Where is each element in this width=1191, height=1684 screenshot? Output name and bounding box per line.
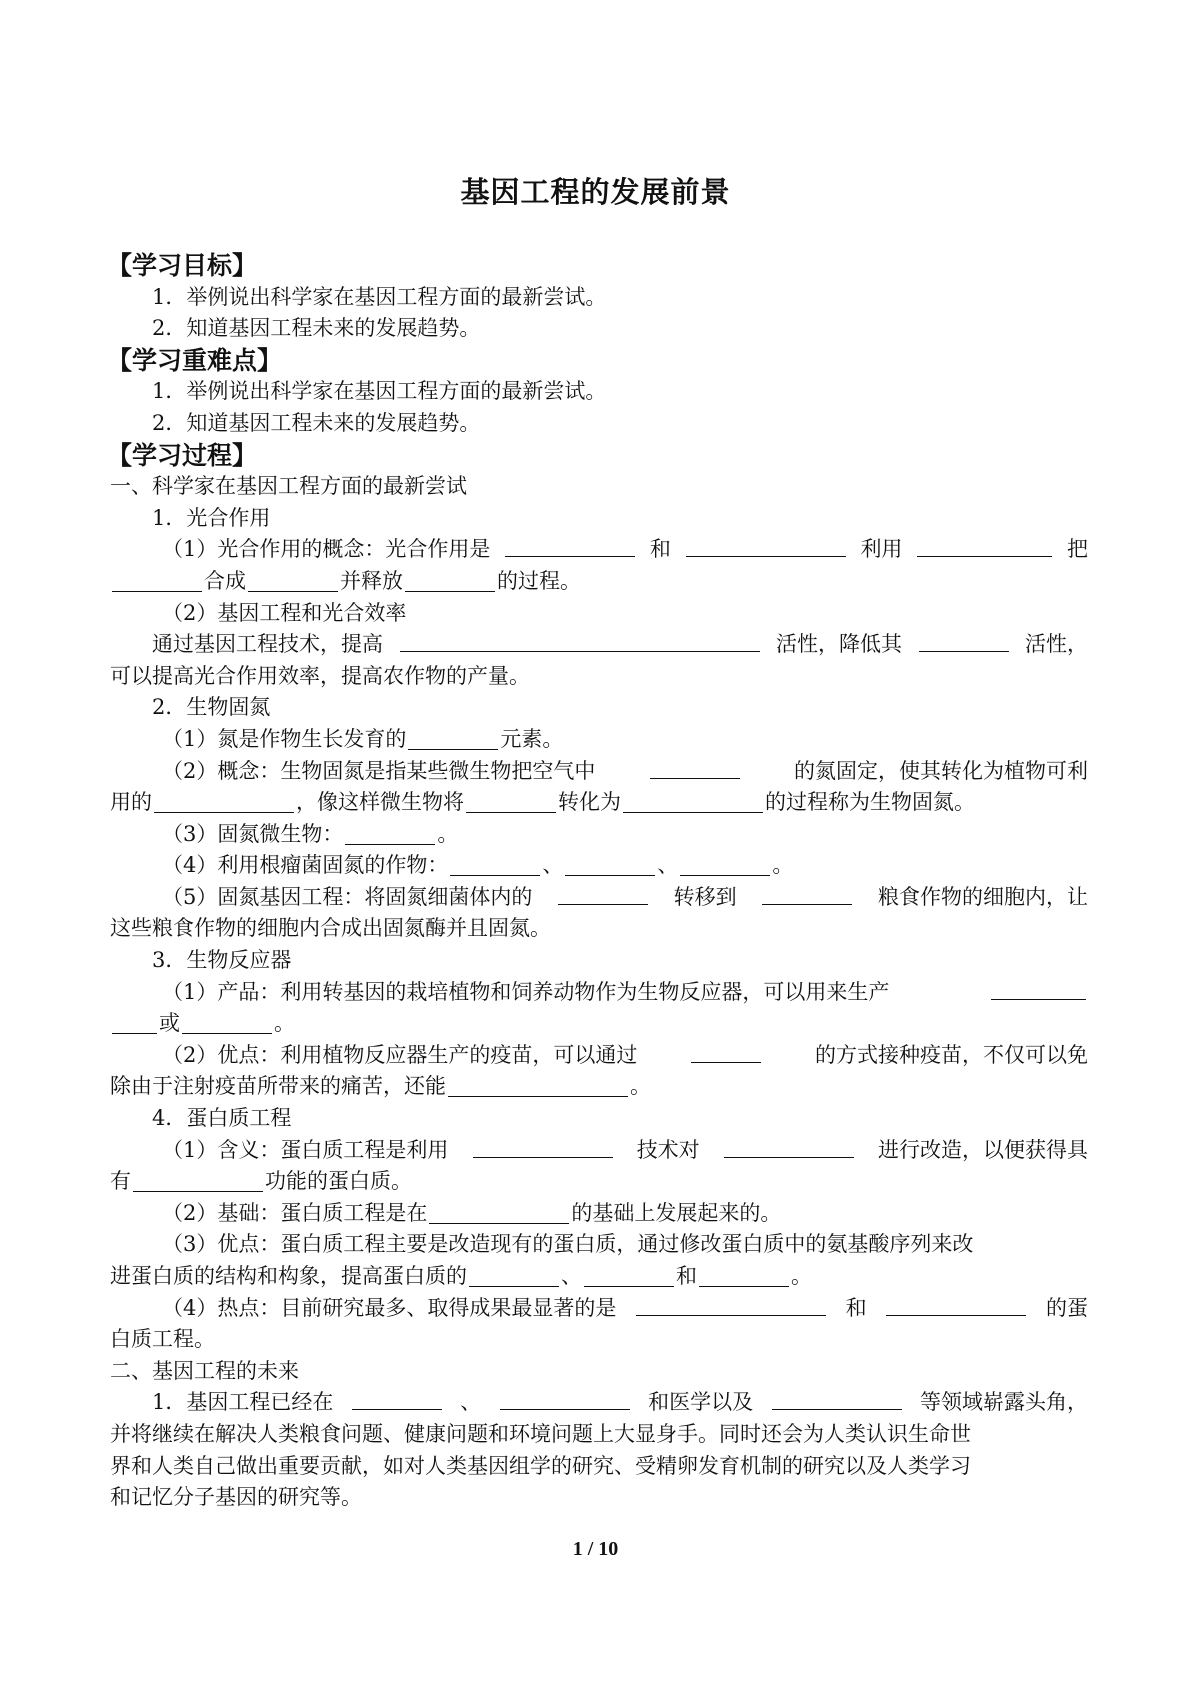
text-line bbox=[110, 882, 1088, 914]
fill-in-blank[interactable] bbox=[112, 1011, 157, 1034]
fill-in-blank[interactable] bbox=[691, 1040, 761, 1063]
fill-in-blank[interactable] bbox=[772, 1387, 902, 1410]
text-line bbox=[110, 1071, 1088, 1103]
text-segment: 界和人类自己做出重要贡献，如对人类基因组学的研究、受精卵发育机制的研究以及人类学习 bbox=[110, 1453, 971, 1478]
text-line bbox=[110, 566, 1088, 598]
text-segment: 、 bbox=[542, 853, 564, 878]
section-heading: 【学习重难点】 bbox=[107, 345, 283, 375]
fill-in-blank[interactable] bbox=[400, 629, 760, 652]
text-line: 1．举例说出科学家在基因工程方面的最新尝试。 bbox=[152, 379, 607, 404]
text-line: 4．蛋白质工程 bbox=[152, 1106, 292, 1131]
fill-in-blank[interactable] bbox=[154, 790, 294, 813]
fill-in-blank[interactable] bbox=[429, 1201, 569, 1224]
fill-in-blank[interactable] bbox=[112, 569, 202, 592]
fill-in-blank[interactable] bbox=[466, 790, 556, 813]
text-segment: 功能的蛋白质。 bbox=[265, 1169, 412, 1194]
text-segment: 、 bbox=[460, 1390, 482, 1415]
text-segment: ，像这样微生物将 bbox=[296, 790, 464, 815]
fill-in-blank[interactable] bbox=[345, 822, 435, 845]
text-segment: （4）利用根瘤菌固氮的作物： bbox=[162, 853, 449, 878]
text-segment: 元素。 bbox=[500, 726, 564, 751]
text-segment: 除由于注射疫苗所带来的痛苦，还能 bbox=[110, 1074, 446, 1099]
text-segment: 的方式接种疫苗，不仅可以免 bbox=[814, 1042, 1088, 1067]
text-segment: 转移到 bbox=[673, 884, 737, 909]
fill-in-blank[interactable] bbox=[133, 1169, 263, 1192]
fill-in-blank[interactable] bbox=[505, 534, 635, 557]
fill-in-blank[interactable] bbox=[248, 569, 338, 592]
text-line: 和记忆分子基因的研究等。 bbox=[110, 1485, 362, 1510]
fill-in-blank[interactable] bbox=[650, 756, 740, 779]
text-segment: （2）基础：蛋白质工程是在 bbox=[162, 1200, 428, 1225]
text-segment: 利用 bbox=[860, 537, 903, 562]
text-segment: 活性， bbox=[1025, 632, 1088, 657]
text-line: 可以提高光合作用效率，提高农作物的产量。 bbox=[110, 663, 530, 688]
fill-in-blank[interactable] bbox=[584, 1264, 674, 1287]
text-segment: 。 bbox=[772, 853, 794, 878]
text-segment: （1）产品：利用转基因的栽培植物和饲养动物作为生物反应器，可以用来生产 bbox=[162, 979, 890, 1004]
text-segment: 把 bbox=[1066, 537, 1088, 562]
text-line bbox=[110, 1293, 1088, 1325]
text-segment: 的过程称为生物固氮。 bbox=[765, 790, 975, 815]
text-line: 2．生物固氮 bbox=[152, 695, 271, 720]
fill-in-blank[interactable] bbox=[182, 1011, 272, 1034]
text-line bbox=[110, 756, 1088, 788]
text-line bbox=[110, 787, 1088, 819]
fill-in-blank[interactable] bbox=[636, 1293, 826, 1316]
text-segment: 和 bbox=[649, 537, 671, 562]
text-segment: 用的 bbox=[110, 790, 152, 815]
fill-in-blank[interactable] bbox=[473, 1135, 613, 1158]
text-segment: 和 bbox=[845, 1295, 867, 1320]
fill-in-blank[interactable] bbox=[724, 1135, 854, 1158]
text-segment: （2）优点：利用植物反应器生产的疫苗，可以通过 bbox=[162, 1042, 638, 1067]
text-segment: 转化为 bbox=[558, 790, 621, 815]
text-segment: （1）光合作用的概念：光合作用是 bbox=[162, 537, 491, 562]
text-segment: 并将继续在解决人类粮食问题、健康问题和环境问题上大显身手。同时还会为人类认识生命世 bbox=[110, 1421, 971, 1446]
text-line: 白质工程。 bbox=[110, 1327, 215, 1352]
text-segment: 的蛋 bbox=[1045, 1295, 1088, 1320]
text-segment: 或 bbox=[159, 1011, 180, 1036]
text-line bbox=[110, 819, 1088, 851]
fill-in-blank[interactable] bbox=[917, 534, 1052, 557]
text-segment: 合成 bbox=[204, 568, 246, 593]
text-segment: 活性，降低其 bbox=[776, 632, 902, 657]
fill-in-blank[interactable] bbox=[623, 790, 763, 813]
text-line bbox=[110, 1135, 1088, 1167]
fill-in-blank[interactable] bbox=[469, 1264, 559, 1287]
page-number: 1 / 10 bbox=[572, 1538, 619, 1560]
text-segment: 的基础上发展起来的。 bbox=[571, 1200, 782, 1225]
text-line bbox=[110, 724, 1088, 756]
text-segment: 、 bbox=[657, 853, 679, 878]
text-segment: 技术对 bbox=[636, 1137, 700, 1162]
text-line: 1．光合作用 bbox=[152, 505, 271, 530]
text-line: 1．举例说出科学家在基因工程方面的最新尝试。 bbox=[152, 284, 607, 309]
text-segment: 并释放 bbox=[340, 568, 403, 593]
text-segment: 进行改造，以便获得具 bbox=[878, 1137, 1088, 1162]
page-title: 基因工程的发展前景 bbox=[460, 175, 731, 209]
text-segment: 和医学以及 bbox=[648, 1390, 754, 1415]
text-segment: （3）优点：蛋白质工程主要是改造现有的蛋白质，通过修改蛋白质中的氨基酸序列来改 bbox=[162, 1232, 974, 1257]
text-segment: （1）含义：蛋白质工程是利用 bbox=[162, 1137, 449, 1162]
text-segment: （3）固氮微生物： bbox=[162, 821, 344, 846]
text-segment: （1）氮是作物生长发育的 bbox=[162, 726, 407, 751]
text-line bbox=[110, 977, 1088, 1009]
fill-in-blank[interactable] bbox=[886, 1293, 1026, 1316]
text-segment: 。 bbox=[630, 1074, 651, 1099]
text-line bbox=[110, 1040, 1088, 1072]
text-segment: 的氮固定，使其转化为植物可利 bbox=[793, 758, 1088, 783]
text-segment: 、 bbox=[561, 1264, 582, 1288]
fill-in-blank[interactable] bbox=[405, 569, 495, 592]
document-body bbox=[107, 250, 1088, 1514]
text-line bbox=[110, 1387, 1088, 1419]
text-segment: 通过基因工程技术，提高 bbox=[152, 632, 383, 657]
text-line bbox=[110, 1229, 1088, 1261]
text-line bbox=[110, 1166, 1088, 1198]
fill-in-blank[interactable] bbox=[450, 853, 540, 876]
text-segment: （4）热点：目前研究最多、取得成果最显著的是 bbox=[162, 1295, 617, 1320]
fill-in-blank[interactable] bbox=[408, 727, 498, 750]
fill-in-blank[interactable] bbox=[919, 629, 1009, 652]
text-line bbox=[110, 629, 1088, 661]
text-line bbox=[110, 1261, 1088, 1293]
text-segment: 粮食作物的细胞内，让 bbox=[877, 884, 1088, 909]
text-line: 一、科学家在基因工程方面的最新尝试 bbox=[110, 474, 467, 499]
text-segment: 。 bbox=[274, 1011, 295, 1036]
fill-in-blank[interactable] bbox=[352, 1387, 442, 1410]
section-heading: 【学习过程】 bbox=[107, 440, 258, 470]
text-line bbox=[110, 850, 1088, 882]
text-line bbox=[110, 1451, 1088, 1483]
text-line bbox=[110, 534, 1088, 566]
fill-in-blank[interactable] bbox=[565, 853, 655, 876]
text-segment: 等领域崭露头角， bbox=[920, 1390, 1088, 1415]
fill-in-blank[interactable] bbox=[699, 1264, 789, 1287]
text-line bbox=[110, 1198, 1088, 1230]
text-line: 2．知道基因工程未来的发展趋势。 bbox=[152, 316, 481, 341]
fill-in-blank[interactable] bbox=[558, 882, 648, 905]
text-segment: （5）固氮基因工程：将固氮细菌体内的 bbox=[162, 884, 533, 909]
text-line: 2．知道基因工程未来的发展趋势。 bbox=[152, 410, 481, 435]
text-segment: 有 bbox=[110, 1169, 131, 1194]
fill-in-blank[interactable] bbox=[500, 1387, 630, 1410]
text-segment: 的过程。 bbox=[497, 568, 581, 593]
text-line bbox=[110, 1008, 1088, 1040]
fill-in-blank[interactable] bbox=[991, 977, 1086, 1000]
text-line bbox=[110, 1419, 1088, 1451]
text-segment: （2）概念：生物固氮是指某些微生物把空气中 bbox=[162, 758, 596, 783]
text-segment: 1．基因工程已经在 bbox=[152, 1390, 334, 1415]
text-segment: 。 bbox=[437, 821, 459, 846]
fill-in-blank[interactable] bbox=[762, 882, 852, 905]
text-segment: 进蛋白质的结构和构象，提高蛋白质的 bbox=[110, 1264, 467, 1288]
fill-in-blank[interactable] bbox=[686, 534, 846, 557]
fill-in-blank[interactable] bbox=[448, 1074, 628, 1097]
text-segment: 和 bbox=[676, 1264, 697, 1288]
section-heading: 【学习目标】 bbox=[107, 251, 258, 280]
fill-in-blank[interactable] bbox=[680, 853, 770, 876]
text-line: 3．生物反应器 bbox=[152, 948, 292, 973]
text-line: （2）基因工程和光合效率 bbox=[162, 600, 407, 625]
text-line: 这些粮食作物的细胞内合成出固氮酶并且固氮。 bbox=[110, 916, 551, 941]
text-segment: 。 bbox=[791, 1264, 812, 1288]
text-line: 二、基因工程的未来 bbox=[110, 1358, 299, 1383]
